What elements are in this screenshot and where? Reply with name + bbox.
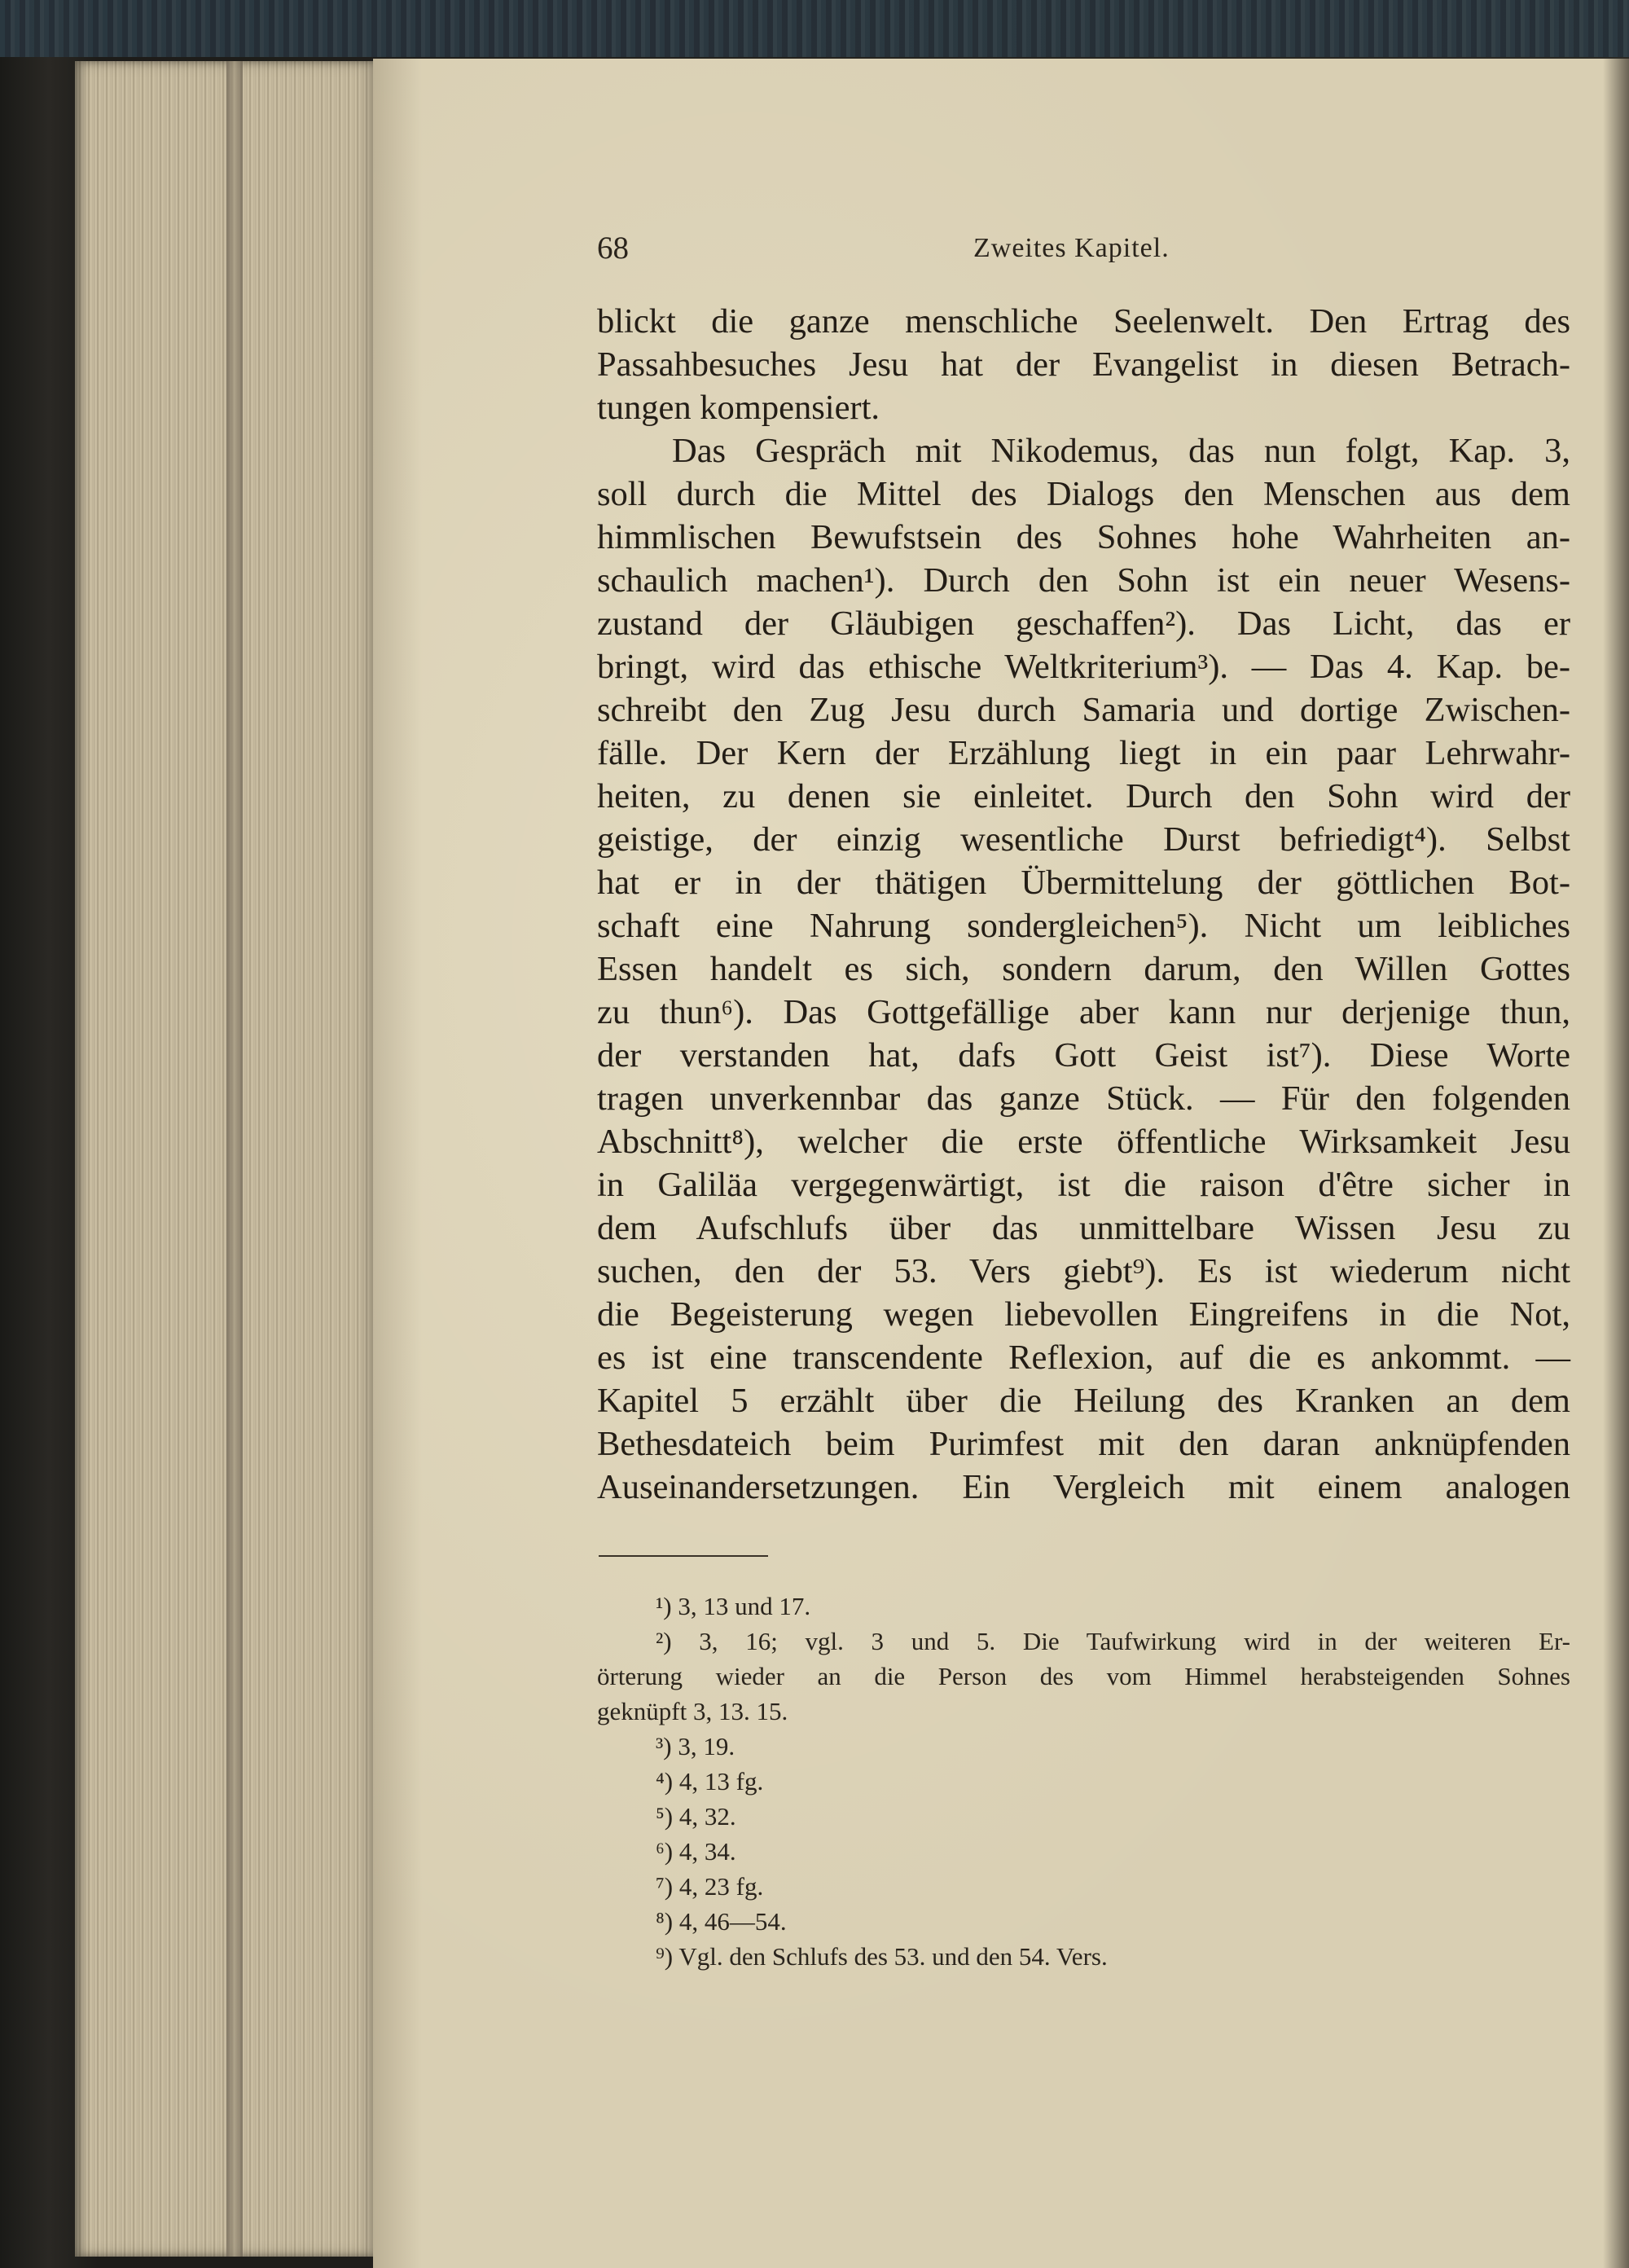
footnote-line: ⁹) Vgl. den Schlufs des 53. und den 54. Vers.: [656, 1942, 1108, 1971]
footnote-line: geknüpft 3, 13. 15.: [597, 1697, 788, 1725]
body-line: heiten, zu denen sie einleitet. Durch den Sohn wird der: [597, 777, 1570, 815]
body-line: Passahbesuches Jesu hat der Evangelist in diesen Betrach-: [597, 345, 1570, 384]
footnotes: [597, 1589, 1570, 1974]
body-line: schreibt den Zug Jesu durch Samaria und dortige Zwischen-: [597, 691, 1570, 729]
page-right-shadow: [1603, 59, 1629, 2268]
body-line: dem Aufschlufs über das unmittelbare Wissen Jesu zu: [597, 1209, 1570, 1247]
body-line: zustand der Gläubigen geschaffen²). Das Licht, das er: [597, 604, 1570, 643]
footnote-line: ⁴) 4, 13 fg.: [656, 1767, 764, 1796]
body-text: [597, 300, 1570, 1509]
body-line: Bethesdateich beim Purimfest mit den daran anknüpfenden: [597, 1425, 1570, 1463]
body-line: Auseinandersetzungen. Ein Vergleich mit einem analogen: [597, 1468, 1570, 1506]
body-line: es ist eine transcendente Reflexion, auf die es ankommt. —: [597, 1338, 1570, 1377]
footnote-line: ⁸) 4, 46—54.: [656, 1907, 787, 1936]
page-number: 68: [597, 231, 629, 266]
body-line: himmlischen Bewufstsein des Sohnes hohe Wahrheiten an-: [597, 518, 1570, 556]
body-line: soll durch die Mittel des Dialogs den Menschen aus dem: [597, 475, 1570, 513]
page-edge-gap: [226, 61, 243, 2257]
body-line: die Begeisterung wegen liebevollen Eingreifens in die Not,: [597, 1295, 1570, 1334]
footnote-line: örterung wieder an die Person des vom Himmel herabsteigenden Sohnes: [597, 1662, 1570, 1690]
body-line: schaft eine Nahrung sondergleichen⁵). Nicht um leibliches: [597, 907, 1570, 945]
footnote-rule: [599, 1555, 768, 1557]
footnote-line: ⁶) 4, 34.: [656, 1837, 736, 1866]
body-line: der verstanden hat, dafs Gott Geist ist⁷). Diese Worte: [597, 1036, 1570, 1075]
footnote-line: ¹) 3, 13 und 17.: [656, 1592, 811, 1620]
body-line: Das Gespräch mit Nikodemus, das nun folgt, Kap. 3,: [672, 432, 1570, 470]
chapter-title: Zweites Kapitel.: [973, 233, 1170, 263]
body-line: in Galiläa vergegenwärtigt, ist die raison d'être sicher in: [597, 1166, 1570, 1204]
body-line: tragen unverkennbar das ganze Stück. — Für den folgenden: [597, 1079, 1570, 1118]
footnote-line: ²) 3, 16; vgl. 3 und 5. Die Taufwirkung wird in der weiteren Er-: [656, 1627, 1570, 1655]
body-line: schaulich machen¹). Durch den Sohn ist ein neuer Wesens-: [597, 561, 1570, 600]
body-line: blickt die ganze menschliche Seelenwelt. Den Ertrag des: [597, 302, 1570, 341]
body-line: bringt, wird das ethische Weltkriterium³). — Das 4. Kap. be-: [597, 648, 1570, 686]
running-head: [597, 230, 1526, 269]
body-line: Essen handelt es sich, sondern darum, den Willen Gottes: [597, 950, 1570, 988]
footnote-line: ⁵) 4, 32.: [656, 1802, 736, 1831]
footnote-line: ³) 3, 19.: [656, 1732, 735, 1760]
cover-top-strip: [0, 0, 1629, 57]
body-line: suchen, den der 53. Vers giebt⁹). Es ist wiederum nicht: [597, 1252, 1570, 1290]
body-line: Abschnitt⁸), welcher die erste öffentliche Wirksamkeit Jesu: [597, 1123, 1570, 1161]
body-line: geistige, der einzig wesentliche Durst befriedigt⁴). Selbst: [597, 820, 1570, 859]
body-line: fälle. Der Kern der Erzählung liegt in ein paar Lehrwahr-: [597, 734, 1570, 772]
footnote-line: ⁷) 4, 23 fg.: [656, 1872, 764, 1901]
body-line: zu thun⁶). Das Gottgefällige aber kann nur derjenige thun,: [597, 993, 1570, 1031]
body-line: Kapitel 5 erzählt über die Heilung des Kranken an dem: [597, 1382, 1570, 1420]
body-line: tungen kompensiert.: [597, 389, 880, 427]
body-line: hat er in der thätigen Übermittelung der göttlichen Bot-: [597, 864, 1570, 902]
